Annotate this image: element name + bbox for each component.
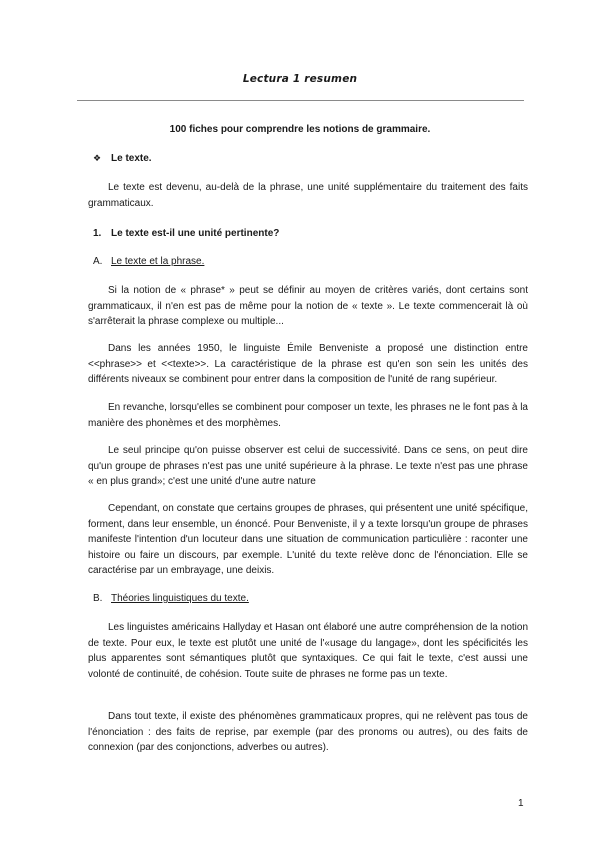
paragraph-b2: Dans tout texte, il existe des phénomènes grammaticaux propres, qui ne relèvent pas tous de l'énonciation : des faits de reprise, par exemple (par des pronoms ou autres), ou des faits de connexion (par des conjonctions, adverbes ou autres). bbox=[88, 711, 528, 753]
title-divider bbox=[77, 100, 524, 101]
section-heading-label: Le texte. bbox=[111, 153, 152, 164]
subsection-b-heading bbox=[93, 593, 249, 604]
paragraph-b1: Les linguistes américains Hallyday et Hasan ont élaboré une autre compréhension de la notion de texte. Pour eux, le texte est plutôt une unité de l'«usage du langage», dont les spécificités les plus apparentes sont sémantiques plutôt que syntaxiques. Ce qui fait le texte, c'est aussi une volonté de continuité, de cohésion. Toute suite de phrases ne forme pas un texte. bbox=[88, 622, 528, 680]
intro-paragraph: Le texte est devenu, au-delà de la phrase, une unité supplémentaire du traitement des faits grammaticaux. bbox=[88, 182, 528, 209]
subsection-a-heading bbox=[93, 256, 204, 267]
question-label: Le texte est-il une unité pertinente? bbox=[111, 228, 280, 239]
paragraph-a3: En revanche, lorsqu'elles se combinent pour composer un texte, les phrases ne le font pas à la manière des phonèmes et des morphèmes. bbox=[88, 402, 528, 429]
document-title: Lectura 1 resumen bbox=[242, 73, 358, 85]
question-number: 1. bbox=[93, 228, 102, 239]
page-number: 1 bbox=[518, 798, 524, 809]
paragraph-a2: Dans les années 1950, le linguiste Émile Benveniste a proposé une distinction entre <<phrase>> et <<texte>>. La caractéristique de la phrase est qu'en son sein les unités des différents niveaux se combinent pour entrer dans la composition de l'unité de rang supérieur. bbox=[88, 343, 528, 385]
subsection-b-letter: B. bbox=[93, 593, 103, 604]
document-subtitle: 100 fiches pour comprendre les notions de grammaire. bbox=[169, 124, 431, 135]
subsection-a-label: Le texte et la phrase. bbox=[111, 256, 205, 267]
subsection-b-label: Théories linguistiques du texte. bbox=[111, 593, 249, 604]
paragraph-a5: Cependant, on constate que certains groupes de phrases, qui présentent une unité spécifique, forment, dans leur ensemble, un énoncé. Pour Benveniste, il y a texte lorsqu'un groupe de phrases manifeste l'intention d'un locuteur dans une situation de communication particulière : raconter une histoire ou faire un discours, par exemple. L'unité du texte relève donc de l'énonciation. Elle se caractérise par un embrayage, une deixis. bbox=[88, 503, 528, 576]
paragraph-a4: Le seul principe qu'on puisse observer est celui de successivité. Dans ce sens, on peut dire qu'un groupe de phrases n'est pas une unité supérieure à la phrase. Le texte n'est pas une phrase « en plus grand»; c'est une unité d'une autre nature bbox=[88, 445, 528, 487]
paragraph-a1: Si la notion de « phrase* » peut se définir au moyen de critères variés, dont certains sont grammaticaux, il n'en est pas de même pour la notion de « texte ». Le texte commencerait là où s'arrêterait la phrase complexe ou multiple... bbox=[88, 285, 528, 327]
section-heading-texte bbox=[93, 153, 152, 164]
diamond-bullet-icon: ❖ bbox=[93, 153, 102, 163]
subsection-a-letter: A. bbox=[93, 256, 103, 267]
question-heading bbox=[93, 228, 279, 239]
